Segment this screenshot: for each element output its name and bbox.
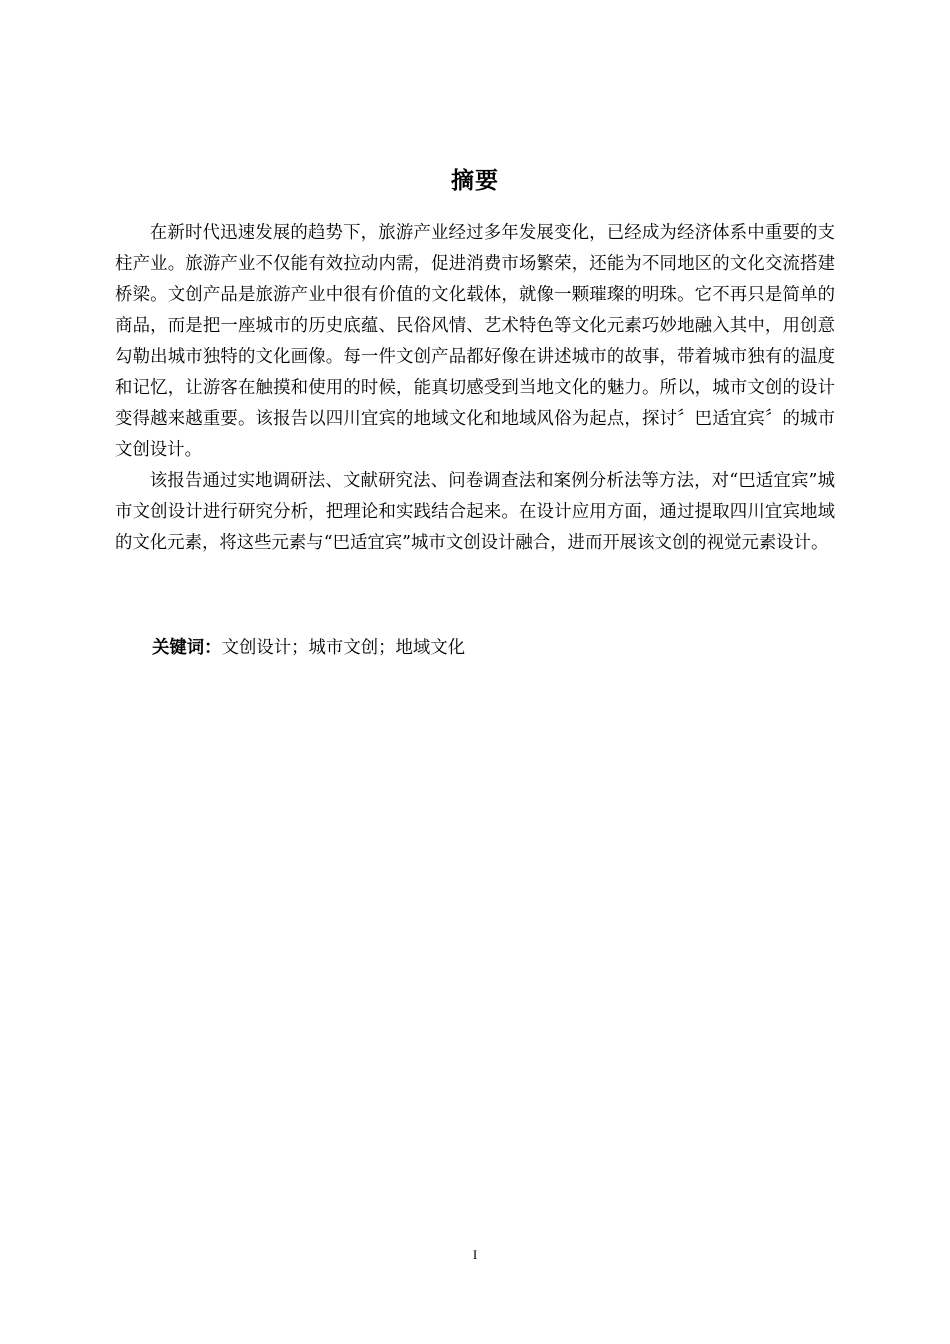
abstract-paragraph-1: 在新时代迅速发展的趋势下，旅游产业经过多年发展变化，已经成为经济体系中重要的支柱产业。旅游产业不仅能有效拉动内需，促进消费市场繁荣，还能为不同地区的文化交流搭建桥梁。文创产品是旅游产业中很有价值的文化载体，就像一颗璀璨的明珠。它不再只是简单的商品，而是把一座城市的历史底蕴、民俗风情、艺术特色等文化元素巧妙地融入其中，用创意勾勒出城市独特的文化画像。每一件文创产品都好像在讲述城市的故事，带着城市独有的温度和记忆，让游客在触摸和使用的时候，能真切感受到当地文化的魅力。所以，城市文创的设计变得越来越重要。该报告以四川宜宾的地域文化和地域风俗为起点，探讨〞巴适宜宾〞的城市文创设计。 bbox=[115, 223, 835, 460]
keywords-line bbox=[152, 633, 835, 664]
abstract-body bbox=[115, 218, 835, 559]
keywords-label: 关键词： bbox=[152, 638, 222, 658]
keywords-value: 文创设计；城市文创；地域文化 bbox=[221, 638, 466, 658]
abstract-paragraph-2: 该报告通过实地调研法、文献研究法、问卷调查法和案例分析法等方法，对“巴适宜宾”城市文创设计进行研究分析，把理论和实践结合起来。在设计应用方面，通过提取四川宜宾地域的文化元素，将这些元素与“巴适宜宾”城市文创设计融合，进而开展该文创的视觉元素设计。 bbox=[115, 471, 835, 553]
page-number: I bbox=[472, 1247, 478, 1262]
abstract-heading: 摘要 bbox=[451, 168, 499, 194]
